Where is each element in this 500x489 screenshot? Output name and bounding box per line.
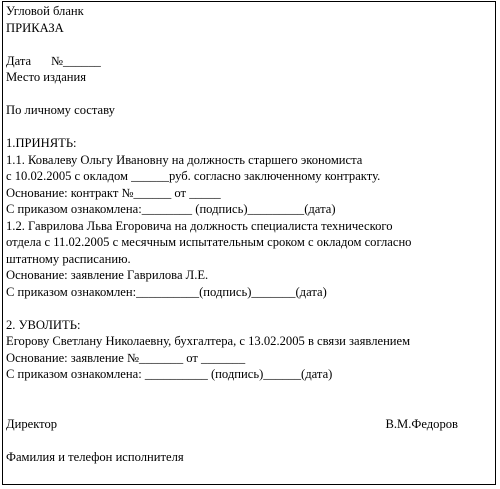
spacer <box>6 300 494 317</box>
spacer <box>6 36 494 53</box>
order-subject: По личному составу <box>6 103 115 117</box>
dismiss-acknowledgement: С приказом ознакомлена: __________ (подпись)______(дата) <box>6 367 333 381</box>
hire-item-2-basis: Основание: заявление Гаврилова Л.Е. <box>6 268 209 282</box>
spacer <box>6 86 494 103</box>
document-type: ПРИКАЗА <box>6 20 64 35</box>
hire-item-2-line-3: штатному расписанию. <box>6 251 131 266</box>
spacer <box>6 399 494 416</box>
section-dismiss-title: 2. УВОЛИТЬ: <box>6 317 81 332</box>
date-label: Дата <box>6 53 32 68</box>
executor-footer: Фамилия и телефон исполнителя <box>6 449 184 464</box>
hire-item-1-line-1: 1.1. Ковалеву Ольгу Ивановну на должность старшего экономиста <box>6 152 363 167</box>
hire-item-2-acknowledgement: С приказом ознакомлен:__________(подпись)_______(дата) <box>6 284 327 299</box>
spacer <box>6 383 494 400</box>
place-label: Место издания <box>6 70 87 84</box>
hire-item-1-acknowledgement: С приказом ознакомлена:________ (подпись)_________(дата) <box>6 202 336 216</box>
section-hire-title: 1.ПРИНЯТЬ: <box>6 136 77 150</box>
hire-item-1-basis: Основание: контракт №______ от _____ <box>6 185 221 200</box>
signatory-name: В.М.Федоров <box>385 416 458 431</box>
spacer <box>6 119 494 136</box>
number-label: №______ <box>51 53 101 68</box>
signatory-position: Директор <box>6 416 58 431</box>
hire-item-2-line-1: 1.2. Гаврилова Льва Егоровича на должность специалиста технического <box>6 218 393 233</box>
date-number-row <box>6 53 494 70</box>
dismiss-line-1: Егорову Светлану Николаевну, бухгалтера, с 13.02.2005 в связи заявлением <box>6 334 411 348</box>
corner-form-label: Угловой бланк <box>6 4 84 18</box>
hire-item-1-line-2: с 10.02.2005 с окладом ______руб. согласно заключенному контракту. <box>6 169 381 183</box>
signature-row <box>6 416 458 433</box>
dismiss-basis: Основание: заявление №_______ от _______ <box>6 350 246 365</box>
hire-item-2-line-2: отдела с 11.02.2005 с месячным испытательным сроком с окладом согласно <box>6 235 412 249</box>
order-document <box>6 3 494 465</box>
spacer <box>6 432 494 449</box>
